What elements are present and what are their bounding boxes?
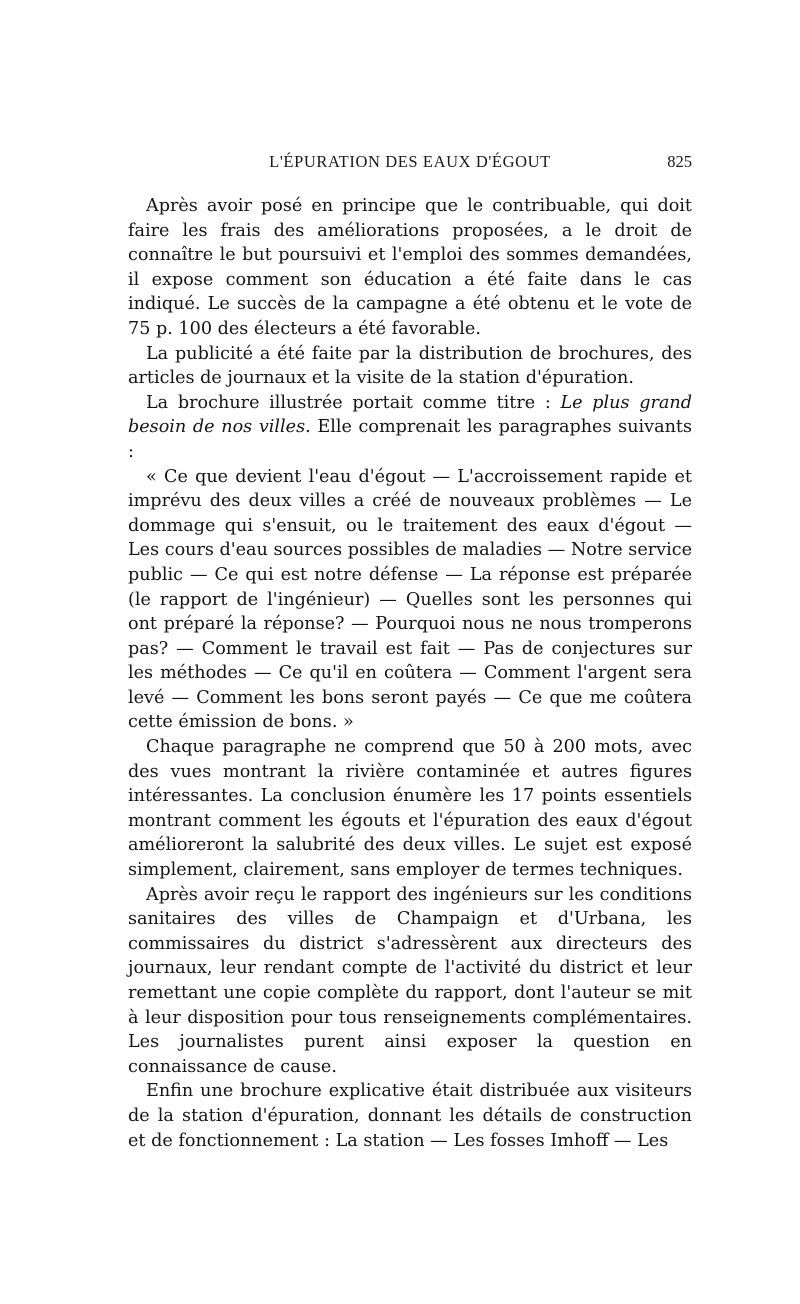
paragraph-brochure-titre bbox=[128, 391, 692, 465]
brochure-title-italic: Le plus grand besoin de nos villes. bbox=[128, 392, 692, 438]
paragraph-brochure-explicative: Enfin une brochure explicative était distribuée aux visiteurs de la station d'épuration, donnant les détails de construction et de fonctionnement : La station — Les fosses Imhoff — Les bbox=[128, 1081, 692, 1151]
brochure-intro-text: La brochure illustrée portait comme titre : bbox=[146, 392, 561, 413]
page-number: 825 bbox=[667, 152, 692, 171]
body-text bbox=[128, 194, 692, 1153]
brochure-outro-text: Elle comprenait les paragraphes suivants : bbox=[128, 417, 693, 462]
paragraph-citation-brochure: « Ce que devient l'eau d'égout — L'accroissement rapide et imprévu des deux villes a créé de nouveaux problèmes — Le dommage qui s'ensuit, ou le traitement des eaux d'égout — Les cours d'eau sources possibles de maladies — Notre service public — Ce qui est notre défense — La réponse est préparée (le rapport de l'ingénieur) — Quelles sont les personnes qui ont préparé la réponse? — Pourquoi nous ne nous tromperons pas? — Comment le travail est fait — Pas de conjectures sur les méthodes — Ce qu'il en coûtera — Comment l'argent sera levé — Comment les bons seront payés — Ce que me coûtera cette émission de bons. » bbox=[128, 466, 692, 733]
running-title: L'ÉPURATION DES EAUX D'ÉGOUT bbox=[269, 152, 551, 171]
paragraph-publicite: La publicité a été faite par la distribution de brochures, des articles de journaux et la visite de la station d'épuration. bbox=[128, 343, 692, 389]
paragraph-contribuable: Après avoir posé en principe que le contribuable, qui doit faire les frais des améliorations proposées, a le droit de connaître le but poursuivi et l'emploi des sommes demandées, il expose comment son éducation a été faite dans le cas indiqué. Le succès de la campagne a été obtenu et le vote de 75 p. 100 des électeurs a été favorable. bbox=[128, 196, 692, 339]
paragraph-mots: Chaque paragraphe ne comprend que 50 à 200 mots, avec des vues montrant la rivière contaminée et autres figures intéressantes. La conclusion énumère les 17 points essentiels montrant comment les égouts et l'épuration des eaux d'égout amélioreront la salubrité des deux villes. Le sujet est exposé simplement, clairement, sans employer de termes techniques. bbox=[128, 737, 692, 881]
paragraph-rapport-ingenieurs: Après avoir reçu le rapport des ingénieurs sur les conditions sanitaires des villes de Champaign et d'Urbana, les commissaires du district s'adressèrent aux directeurs des journaux, leur rendant compte de l'activité du district et leur remettant une copie complète du rapport, dont l'auteur se mit à leur disposition pour tous renseignements complémentaires. Les journalistes purent ainsi exposer la question en connaissance de cause. bbox=[128, 884, 692, 1077]
page-header bbox=[128, 150, 692, 180]
